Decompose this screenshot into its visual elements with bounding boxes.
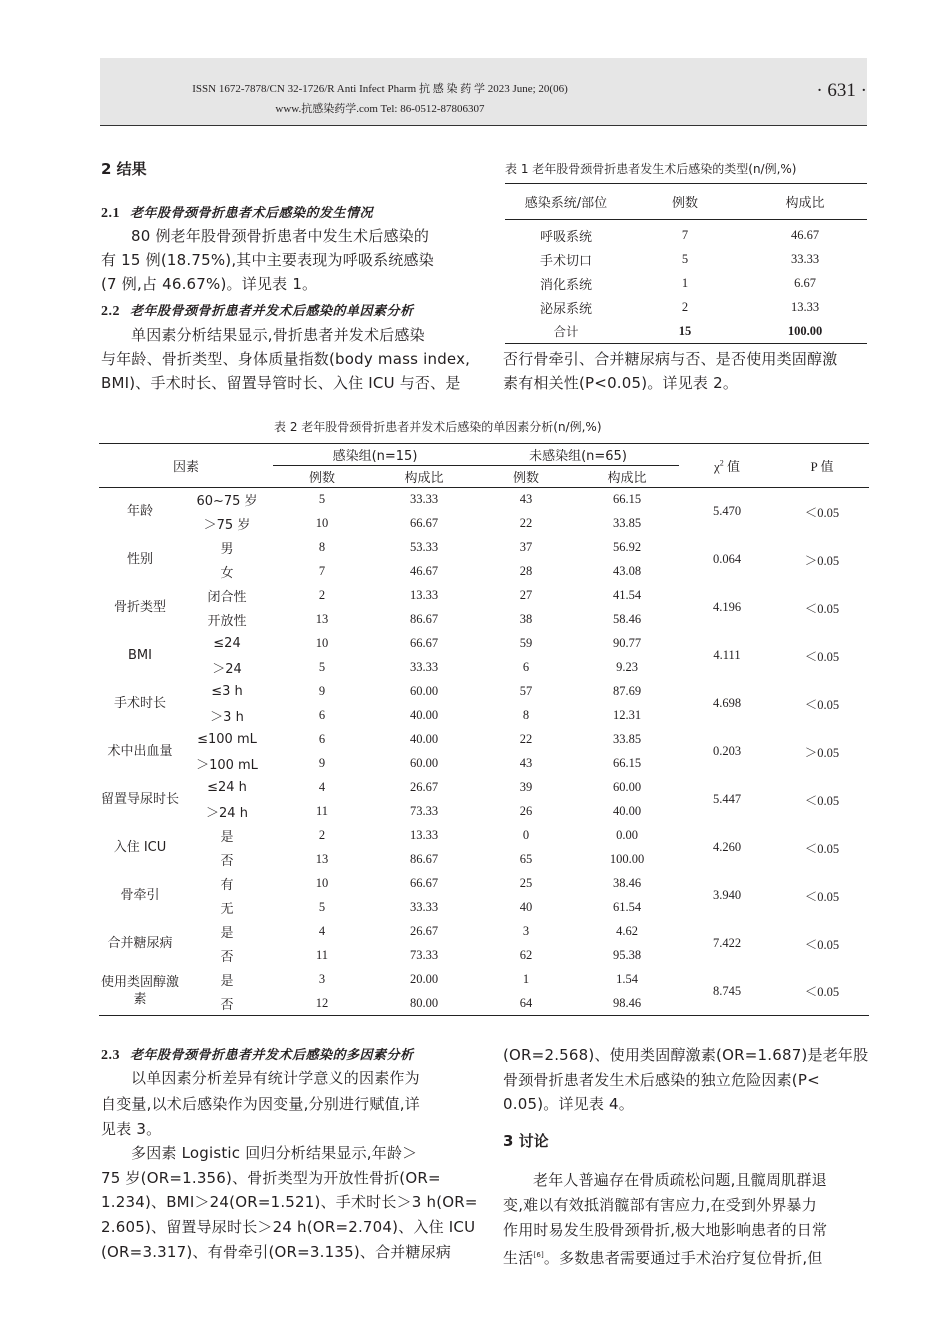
table-cell: 46.67 bbox=[790, 228, 820, 243]
value-cell: 65 bbox=[519, 852, 533, 866]
table2-header-chi: $\chi^2$ 值 bbox=[679, 444, 775, 488]
value-cell: 43 bbox=[519, 492, 533, 507]
value-cell: 66.15 bbox=[612, 756, 642, 770]
value-cell: 22 bbox=[519, 516, 533, 530]
value-cell: 90.77 bbox=[612, 636, 642, 650]
value-cell: 33.85 bbox=[612, 516, 642, 530]
value-cell: 5 bbox=[318, 900, 326, 914]
value-cell: 11 bbox=[315, 804, 329, 818]
chi-square-cell: 4.111 bbox=[713, 648, 741, 662]
value-cell: 46.67 bbox=[409, 564, 439, 578]
level-cell: 是 bbox=[220, 926, 234, 941]
table2 bbox=[99, 443, 869, 1016]
table-row bbox=[99, 680, 869, 704]
paragraph-line: 见表 3。 bbox=[101, 1120, 162, 1138]
value-cell: 8 bbox=[318, 540, 326, 554]
table-row bbox=[505, 248, 867, 272]
table-cell: 100.00 bbox=[787, 323, 823, 338]
table-cell: 手术切口 bbox=[539, 254, 592, 269]
table-cell: 7 bbox=[681, 228, 689, 243]
value-cell: 60.00 bbox=[409, 756, 439, 770]
table2-header-ratio: 构成比 bbox=[575, 466, 679, 488]
table-cell: 泌尿系统 bbox=[539, 302, 592, 317]
table2-header-count: 例数 bbox=[477, 466, 575, 488]
p-value-cell: ＜0.05 bbox=[804, 601, 840, 616]
p-value-cell: ＜0.05 bbox=[804, 937, 840, 952]
journal-contact-line: www.抗感染药学.com Tel: 86-0512-87806307 bbox=[275, 103, 485, 115]
subsection-title: 老年股骨颈骨折患者并发术后感染的多因素分析 bbox=[130, 1048, 414, 1063]
p-value-cell: ＜0.05 bbox=[804, 697, 840, 712]
value-cell: 40.00 bbox=[612, 804, 642, 818]
value-cell: 4 bbox=[318, 780, 326, 794]
value-cell: 2 bbox=[318, 828, 326, 842]
value-cell: 40.00 bbox=[409, 708, 439, 722]
factor-cell: 年龄 bbox=[126, 504, 153, 520]
value-cell: 5 bbox=[318, 660, 326, 674]
citation-ref: [6] bbox=[533, 1251, 544, 1259]
paragraph-line: 否行骨牵引、合并糖尿病与否、是否使用类固醇激 bbox=[503, 350, 838, 368]
value-cell: 43 bbox=[519, 756, 533, 770]
factor-cell: 手术时长 bbox=[113, 696, 166, 711]
paragraph-line: 自变量,以术后感染作为因变量,分别进行赋值,详 bbox=[101, 1095, 420, 1113]
subsection-heading-2-3 bbox=[101, 1044, 414, 1064]
p-value-cell: ＜0.05 bbox=[804, 841, 840, 856]
value-cell: 9.23 bbox=[616, 660, 638, 674]
paragraph-line: 骨颈骨折患者发生术后感染的独立危险因素(P< bbox=[503, 1071, 820, 1089]
value-cell: 10 bbox=[315, 636, 329, 650]
value-cell: 13.33 bbox=[409, 828, 439, 842]
subsection-number: 2.1 bbox=[101, 206, 120, 221]
level-cell: 是 bbox=[220, 830, 234, 845]
value-cell: 26.67 bbox=[409, 924, 439, 938]
paragraph-line: 75 岁(OR=1.356)、骨折类型为开放性骨折(OR= bbox=[101, 1169, 441, 1187]
table1-header-site: 感染系统/部位 bbox=[505, 184, 627, 220]
table-cell: 33.33 bbox=[790, 252, 820, 266]
value-cell: 73.33 bbox=[409, 948, 439, 962]
value-cell: 60.00 bbox=[612, 780, 642, 794]
paragraph-line: 有 15 例(18.75%),其中主要表现为呼吸系统感染 bbox=[101, 251, 434, 269]
level-cell: 女 bbox=[220, 566, 234, 581]
subsection-number: 2.3 bbox=[101, 1048, 120, 1063]
paragraph-line: 2.605)、留置导尿时长＞24 h(OR=2.704)、入住 ICU bbox=[101, 1218, 476, 1236]
level-cell: ＞75 岁 bbox=[203, 518, 251, 533]
value-cell: 1 bbox=[522, 972, 530, 986]
level-cell: ＞24 h bbox=[206, 806, 248, 821]
table-row bbox=[99, 824, 869, 848]
paragraph-line: 以单因素分析差异有统计学意义的因素作为 bbox=[131, 1069, 420, 1087]
value-cell: 98.46 bbox=[612, 995, 642, 1010]
table1-header-ratio: 构成比 bbox=[743, 184, 867, 220]
table-cell: 13.33 bbox=[790, 300, 820, 314]
value-cell: 40 bbox=[519, 900, 533, 914]
value-cell: 39 bbox=[519, 780, 533, 794]
factor-cell: BMI bbox=[128, 648, 152, 663]
table2-header-count: 例数 bbox=[273, 466, 371, 488]
value-cell: 3 bbox=[318, 972, 326, 986]
table-cell: 5 bbox=[681, 252, 689, 266]
value-cell: 13.33 bbox=[409, 588, 439, 602]
section-heading-results: 2 结果 bbox=[101, 160, 147, 178]
paragraph-line: 单因素分析结果显示,骨折患者并发术后感染 bbox=[131, 326, 425, 344]
value-cell: 43.08 bbox=[612, 564, 642, 578]
value-cell: 26.67 bbox=[409, 780, 439, 794]
value-cell: 73.33 bbox=[409, 804, 439, 818]
page-number: · 631 · bbox=[816, 80, 867, 101]
value-cell: 66.67 bbox=[409, 636, 439, 650]
table-row bbox=[99, 536, 869, 560]
value-cell: 28 bbox=[519, 564, 533, 578]
chi-square-cell: 5.447 bbox=[712, 792, 742, 806]
table2-caption: 表 2 老年股骨颈骨折患者并发术后感染的单因素分析(n/例,%) bbox=[274, 420, 602, 434]
table-row bbox=[505, 272, 867, 296]
value-cell: 0 bbox=[522, 828, 530, 842]
factor-cell: 使用类固醇激素 bbox=[100, 975, 179, 1008]
level-cell: ≤3 h bbox=[211, 684, 243, 699]
p-value-cell: ＜0.05 bbox=[804, 649, 840, 664]
value-cell: 7 bbox=[318, 564, 326, 578]
paragraph-line: 变,难以有效抵消髋部有害应力,在受到外界暴力 bbox=[503, 1196, 817, 1214]
value-cell: 33.33 bbox=[409, 492, 439, 507]
paragraph-line: BMI)、手术时长、留置导管时长、入住 ICU 与否、是 bbox=[101, 374, 461, 392]
table1-caption: 表 1 老年股骨颈骨折患者发生术后感染的类型(n/例,%) bbox=[505, 162, 797, 176]
value-cell: 25 bbox=[519, 876, 533, 890]
paragraph-line: 与年龄、骨折类型、身体质量指数(body mass index, bbox=[101, 350, 471, 368]
paragraph-line: 0.05)。详见表 4。 bbox=[503, 1095, 634, 1113]
paragraph-line: (OR=3.317)、有骨牵引(OR=3.135)、合并糖尿病 bbox=[101, 1243, 452, 1261]
table2-header-p: P 值 bbox=[775, 444, 869, 488]
table-row bbox=[505, 296, 867, 320]
factor-cell: 骨折类型 bbox=[113, 600, 166, 615]
table2-header-noninfected: 未感染组(n=65) bbox=[477, 444, 679, 466]
table1 bbox=[505, 183, 867, 344]
factor-cell: 性别 bbox=[126, 552, 153, 567]
paragraph-line: 1.234)、BMI＞24(OR=1.521)、手术时长＞3 h(OR= bbox=[101, 1193, 478, 1211]
table-row bbox=[99, 584, 869, 608]
p-value-cell: ＜0.05 bbox=[804, 985, 840, 1000]
level-cell: 否 bbox=[220, 854, 234, 869]
value-cell: 61.54 bbox=[612, 900, 642, 914]
table-total-row bbox=[505, 320, 867, 344]
table2-header-factor: 因素 bbox=[99, 444, 273, 488]
journal-header bbox=[100, 58, 867, 126]
p-value-cell: ＜0.05 bbox=[804, 505, 840, 520]
value-cell: 6 bbox=[318, 732, 326, 746]
level-cell: 否 bbox=[220, 997, 234, 1013]
value-cell: 22 bbox=[519, 732, 533, 746]
table-cell: 2 bbox=[681, 300, 689, 314]
value-cell: 5 bbox=[318, 492, 326, 507]
table-cell: 合计 bbox=[553, 324, 579, 340]
journal-issn-line: ISSN 1672-7878/CN 32-1726/R Anti Infect Pharm 抗 感 染 药 学 2023 June; 20(06) bbox=[192, 83, 568, 95]
subsection-heading-2-2 bbox=[101, 300, 414, 320]
level-cell: ≤100 mL bbox=[197, 732, 257, 747]
value-cell: 59 bbox=[519, 636, 533, 650]
value-cell: 87.69 bbox=[612, 684, 642, 698]
table-row bbox=[99, 488, 869, 512]
value-cell: 41.54 bbox=[612, 588, 642, 602]
value-cell: 12.31 bbox=[612, 708, 642, 722]
table-row bbox=[99, 968, 869, 992]
value-cell: 80.00 bbox=[409, 995, 439, 1010]
table-row bbox=[99, 872, 869, 896]
value-cell: 62 bbox=[519, 948, 533, 962]
paragraph-line: 素有相关性(P<0.05)。详见表 2。 bbox=[503, 374, 739, 392]
chi-square-cell: 4.698 bbox=[712, 696, 742, 710]
chi-square-cell: 7.422 bbox=[712, 936, 742, 950]
value-cell: 33.33 bbox=[409, 900, 439, 914]
paragraph-line: 多因素 Logistic 回归分析结果显示,年龄＞ bbox=[131, 1144, 418, 1162]
level-cell: ＞24 bbox=[212, 662, 242, 677]
chi-square-cell: 4.196 bbox=[712, 600, 742, 614]
value-cell: 0.00 bbox=[616, 828, 638, 842]
level-cell: 否 bbox=[220, 950, 234, 965]
value-cell: 2 bbox=[318, 588, 326, 602]
paragraph-line: 作用时易发生股骨颈骨折,极大地影响患者的日常 bbox=[503, 1221, 828, 1239]
value-cell: 100.00 bbox=[609, 852, 645, 866]
value-cell: 33.33 bbox=[409, 660, 439, 674]
value-cell: 33.85 bbox=[612, 732, 642, 746]
value-cell: 10 bbox=[315, 876, 329, 890]
subsection-title: 老年股骨颈骨折患者术后感染的发生情况 bbox=[130, 206, 374, 221]
value-cell: 86.67 bbox=[409, 852, 439, 866]
paragraph-line: 生活[6]。多数患者需要通过手术治疗复位骨折,但 bbox=[503, 1249, 823, 1267]
level-cell: 是 bbox=[220, 974, 234, 989]
value-cell: 13 bbox=[315, 612, 329, 626]
level-cell: ≤24 bbox=[213, 636, 241, 651]
level-cell: 男 bbox=[220, 542, 234, 557]
level-cell: 闭合性 bbox=[207, 590, 247, 605]
table2-header-ratio: 构成比 bbox=[371, 466, 477, 488]
value-cell: 66.67 bbox=[409, 876, 439, 890]
value-cell: 66.67 bbox=[409, 516, 439, 530]
section-heading-discussion: 3 讨论 bbox=[503, 1132, 549, 1150]
value-cell: 10 bbox=[315, 516, 329, 530]
paragraph-line: (OR=2.568)、使用类固醇激素(OR=1.687)是老年股 bbox=[503, 1046, 869, 1064]
table-cell: 呼吸系统 bbox=[539, 230, 592, 246]
value-cell: 60.00 bbox=[409, 684, 439, 698]
value-cell: 13 bbox=[315, 852, 329, 866]
value-cell: 37 bbox=[519, 540, 533, 554]
table-row bbox=[99, 776, 869, 800]
table-row bbox=[99, 920, 869, 944]
value-cell: 95.38 bbox=[612, 948, 642, 962]
value-cell: 4 bbox=[318, 924, 326, 938]
chi-square-cell: 3.940 bbox=[712, 888, 742, 902]
table1-header-count: 例数 bbox=[627, 184, 743, 220]
value-cell: 40.00 bbox=[409, 732, 439, 746]
value-cell: 8 bbox=[522, 708, 530, 722]
chi-square-cell: 0.203 bbox=[712, 744, 742, 758]
value-cell: 38 bbox=[519, 612, 533, 626]
value-cell: 9 bbox=[318, 684, 326, 698]
subsection-number: 2.2 bbox=[101, 304, 120, 319]
p-value-cell: ＜0.05 bbox=[804, 793, 840, 808]
factor-cell: 合并糖尿病 bbox=[107, 936, 173, 951]
table-cell: 15 bbox=[678, 323, 692, 338]
table-row bbox=[99, 728, 869, 752]
value-cell: 26 bbox=[519, 804, 533, 818]
p-value-cell: ＞0.05 bbox=[804, 553, 840, 568]
value-cell: 20.00 bbox=[409, 972, 439, 986]
paragraph-line: 老年人普遍存在骨质疏松问题,且髋周肌群退 bbox=[533, 1171, 827, 1189]
chi-square-cell: 0.064 bbox=[712, 552, 742, 566]
value-cell: 11 bbox=[315, 948, 329, 962]
table2-header-infected: 感染组(n=15) bbox=[273, 444, 477, 466]
table-cell: 1 bbox=[681, 276, 689, 290]
chi-square-cell: 5.470 bbox=[712, 504, 742, 519]
value-cell: 64 bbox=[519, 995, 533, 1010]
value-cell: 66.15 bbox=[612, 492, 642, 507]
subsection-title: 老年股骨颈骨折患者并发术后感染的单因素分析 bbox=[130, 304, 414, 319]
value-cell: 3 bbox=[522, 924, 530, 938]
factor-cell: 骨牵引 bbox=[120, 888, 160, 903]
value-cell: 53.33 bbox=[409, 540, 439, 554]
value-cell: 27 bbox=[519, 588, 533, 602]
value-cell: 1.54 bbox=[616, 972, 638, 986]
level-cell: ≤24 h bbox=[207, 780, 247, 795]
chi-square-cell: 4.260 bbox=[712, 840, 742, 854]
factor-cell: 入住 ICU bbox=[113, 840, 167, 855]
paragraph-line: (7 例,占 46.67%)。详见表 1。 bbox=[101, 275, 318, 293]
paragraph-line: 80 例老年股骨颈骨折患者中发生术后感染的 bbox=[131, 227, 430, 245]
factor-cell: 留置导尿时长 bbox=[100, 792, 179, 807]
table-row bbox=[505, 220, 867, 248]
table-cell: 6.67 bbox=[794, 276, 816, 290]
value-cell: 12 bbox=[315, 995, 329, 1010]
level-cell: 有 bbox=[220, 878, 234, 893]
subsection-heading-2-1 bbox=[101, 202, 373, 222]
level-cell: 60~75 岁 bbox=[196, 494, 258, 510]
value-cell: 6 bbox=[318, 708, 326, 722]
level-cell: 无 bbox=[220, 902, 234, 917]
chi-square-cell: 8.745 bbox=[712, 983, 742, 998]
value-cell: 38.46 bbox=[612, 876, 642, 890]
value-cell: 4.62 bbox=[616, 924, 638, 938]
level-cell: ＞3 h bbox=[210, 710, 244, 725]
factor-cell: 术中出血量 bbox=[107, 744, 173, 759]
table-row bbox=[99, 632, 869, 656]
level-cell: 开放性 bbox=[207, 614, 247, 629]
value-cell: 86.67 bbox=[409, 612, 439, 626]
value-cell: 6 bbox=[522, 660, 530, 674]
value-cell: 57 bbox=[519, 684, 533, 698]
table-cell: 消化系统 bbox=[539, 278, 592, 293]
value-cell: 9 bbox=[318, 756, 326, 770]
level-cell: ＞100 mL bbox=[196, 758, 258, 773]
p-value-cell: ＜0.05 bbox=[804, 889, 840, 904]
p-value-cell: ＞0.05 bbox=[804, 745, 840, 760]
value-cell: 58.46 bbox=[612, 612, 642, 626]
value-cell: 56.92 bbox=[612, 540, 642, 554]
